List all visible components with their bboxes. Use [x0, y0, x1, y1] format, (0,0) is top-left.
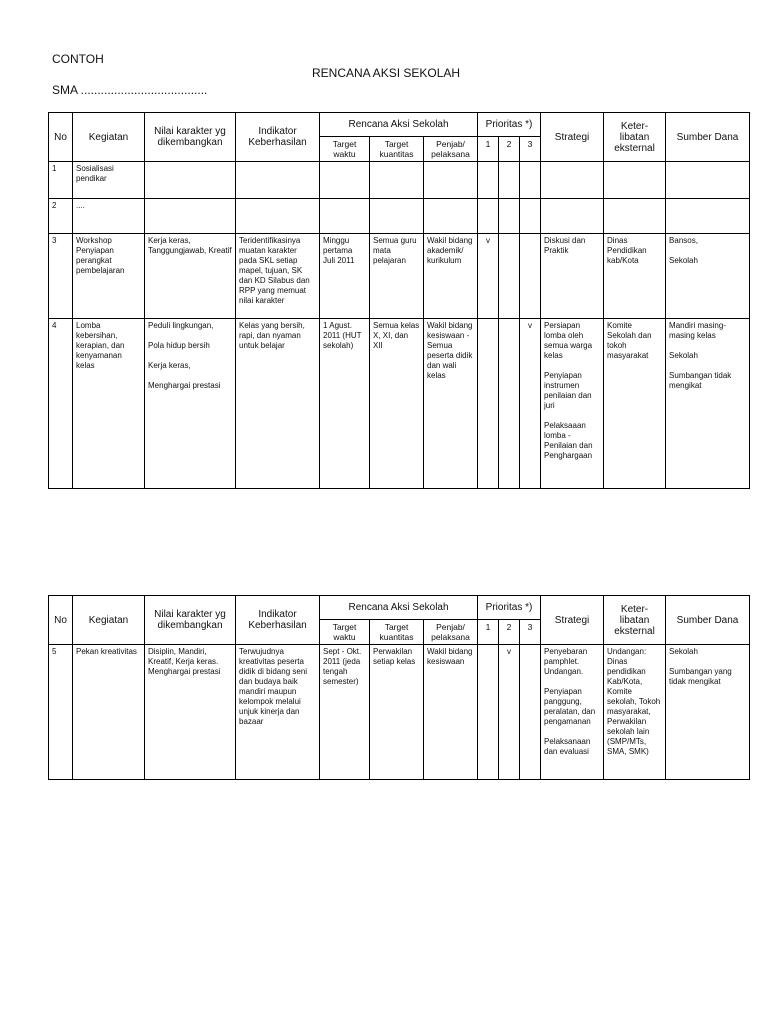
col-target-kuantitas: Target kuantitas [370, 620, 424, 645]
sumber-line: Sekolah [669, 256, 698, 265]
col-priority-1: 1 [478, 620, 499, 645]
cell-indikator [236, 162, 320, 199]
cell-kuantitas: Semua guru mata pelajaran [370, 234, 424, 319]
cell-p1 [478, 319, 499, 489]
col-target-kuantitas: Target kuantitas [370, 137, 424, 162]
cell-penjab [424, 319, 478, 489]
cell-penjab: Wakil bidang akademik/ kurikulum [424, 234, 478, 319]
cell-no: 5 [49, 645, 73, 780]
table-row [49, 319, 750, 489]
table-row [49, 234, 750, 319]
col-priority-3: 3 [520, 620, 541, 645]
col-priority-2: 2 [499, 620, 520, 645]
strategi-line: Pelaksanaan dan evaluasi [544, 737, 591, 756]
cell-kuantitas: Perwakilan setiap kelas [370, 645, 424, 780]
table-row [49, 162, 750, 199]
col-rencana: Rencana Aksi Sekolah [320, 113, 478, 137]
cell-waktu: Sept - Okt. 2011 (jeda tengah semester) [320, 645, 370, 780]
col-rencana: Rencana Aksi Sekolah [320, 596, 478, 620]
col-priority-2: 2 [499, 137, 520, 162]
col-kegiatan: Kegiatan [73, 596, 145, 645]
sumber-line: Bansos, [669, 236, 698, 245]
cell-penjab: Wakil bidang kesiswaan [424, 645, 478, 780]
nilai-line: Menghargai prestasi [148, 381, 221, 390]
cell-p1 [478, 645, 499, 780]
cell-sumber [666, 162, 750, 199]
cell-indikator [236, 199, 320, 234]
col-prioritas: Prioritas *) [478, 596, 541, 620]
cell-kuantitas [370, 199, 424, 234]
cell-kegiatan: Workshop Penyiapan perangkat pembelajaran [73, 234, 145, 319]
col-no: No [49, 596, 73, 645]
cell-strategi [541, 319, 604, 489]
cell-p2 [499, 199, 520, 234]
cell-waktu: 1 Agust. 2011 (HUT sekolah) [320, 319, 370, 489]
cell-p2 [499, 234, 520, 319]
penjab-line: Semua peserta didik dan wali kelas [427, 341, 473, 380]
cell-keterlibatan [604, 162, 666, 199]
nilai-line: Peduli lingkungan, [148, 321, 214, 330]
nilai-line: Kerja keras, [148, 361, 191, 370]
col-sumber: Sumber Dana [666, 113, 750, 162]
sumber-line: Sekolah [669, 647, 698, 656]
strategi-line: Persiapan lomba oleh semua warga kelas [544, 321, 593, 360]
cell-sumber [666, 645, 750, 780]
col-penjab: Penjab/ pelaksana [424, 620, 478, 645]
cell-nilai [145, 199, 236, 234]
cell-penjab [424, 162, 478, 199]
sumber-line: Mandiri masing-masing kelas [669, 321, 726, 340]
col-nilai: Nilai karakter yg dikembangkan [145, 596, 236, 645]
cell-nilai [145, 319, 236, 489]
sumber-line: Sumbangan yang tidak mengikat [669, 667, 732, 686]
cell-no: 4 [49, 319, 73, 489]
cell-indikator: Terwujudnya kreativitas peserta didik di bidang seni dan budaya baik mandiri maupun kelompok melalui unjuk kinerja dan bazaar [236, 645, 320, 780]
col-nilai: Nilai karakter yg dikembangkan [145, 113, 236, 162]
col-strategi: Strategi [541, 596, 604, 645]
col-kegiatan: Kegiatan [73, 113, 145, 162]
action-plan-table-1 [48, 112, 750, 489]
cell-p2 [499, 162, 520, 199]
col-priority-3: 3 [520, 137, 541, 162]
cell-p1 [478, 162, 499, 199]
cell-waktu [320, 199, 370, 234]
cell-nilai: Disiplin, Mandiri, Kreatif, Kerja keras. Menghargai prestasi [145, 645, 236, 780]
col-indikator: Indikator Keberhasilan [236, 596, 320, 645]
cell-strategi [541, 199, 604, 234]
cell-indikator: Teridentifikasinya muatan karakter pada SKL setiap mapel, tujuan, SK dan KD Silabus dan RPP yang memuat nilai karakter [236, 234, 320, 319]
col-target-waktu: Target waktu [320, 137, 370, 162]
cell-kegiatan: .... [73, 199, 145, 234]
sumber-line: Sekolah [669, 351, 698, 360]
cell-p3 [520, 162, 541, 199]
sumber-line: Sumbangan tidak mengikat [669, 371, 732, 390]
cell-strategi [541, 162, 604, 199]
cell-sumber [666, 199, 750, 234]
col-priority-1: 1 [478, 137, 499, 162]
cell-indikator: Kelas yang bersih, rapi, dan nyaman untuk belajar [236, 319, 320, 489]
cell-p1: v [478, 234, 499, 319]
cell-keterlibatan: Undangan: Dinas pendidikan Kab/Kota, Komite sekolah, Tokoh masyarakat, Perwakilan sekolah lain (SMP/MTs, SMA, SMK) [604, 645, 666, 780]
cell-kuantitas: Semua kelas X, XI, dan XII [370, 319, 424, 489]
cell-kegiatan: Pekan kreativitas [73, 645, 145, 780]
action-plan-table-2 [48, 595, 750, 780]
col-keterlibatan: Keter-libatan eksternal [604, 113, 666, 162]
cell-nilai: Kerja keras, Tanggungjawab, Kreatif [145, 234, 236, 319]
cell-no: 3 [49, 234, 73, 319]
cell-kuantitas [370, 162, 424, 199]
cell-nilai [145, 162, 236, 199]
page-title: RENCANA AKSI SEKOLAH [312, 66, 461, 80]
cell-p1 [478, 199, 499, 234]
cell-keterlibatan: Komite Sekolah dan tokoh masyarakat [604, 319, 666, 489]
cell-keterlibatan: Dinas Pendidikan kab/Kota [604, 234, 666, 319]
school-name-line: SMA ...................................... [52, 83, 208, 97]
table-row [49, 199, 750, 234]
strategi-line: Pelaksaaan lomba - Penilaian dan Penghargaan [544, 421, 593, 460]
col-target-waktu: Target waktu [320, 620, 370, 645]
cell-kegiatan: Lomba kebersihan, kerapian, dan kenyamanan kelas [73, 319, 145, 489]
cell-sumber [666, 319, 750, 489]
penjab-line: Wakil bidang kesiswaan - [427, 321, 473, 340]
cell-strategi [541, 645, 604, 780]
strategi-line: Penyebaran pamphlet. Undangan. [544, 647, 588, 676]
cell-kegiatan: Sosialisasi pendikar [73, 162, 145, 199]
contoh-label: CONTOH [52, 52, 104, 66]
cell-sumber [666, 234, 750, 319]
strategi-line: Penyiapan panggung, peralatan, dan pengamanan [544, 687, 596, 726]
strategi-line: Penyiapan instrumen penilaian dan juri [544, 371, 592, 410]
table-row [49, 645, 750, 780]
cell-no: 2 [49, 199, 73, 234]
cell-p3 [520, 199, 541, 234]
cell-strategi: Diskusi dan Praktik [541, 234, 604, 319]
nilai-line: Pola hidup bersih [148, 341, 210, 350]
cell-p3 [520, 645, 541, 780]
cell-waktu: Minggu pertama Juli 2011 [320, 234, 370, 319]
col-strategi: Strategi [541, 113, 604, 162]
cell-p3: v [520, 319, 541, 489]
cell-p2 [499, 319, 520, 489]
col-indikator: Indikator Keberhasilan [236, 113, 320, 162]
col-keterlibatan: Keter-libatan eksternal [604, 596, 666, 645]
col-penjab: Penjab/ pelaksana [424, 137, 478, 162]
cell-no: 1 [49, 162, 73, 199]
cell-penjab [424, 199, 478, 234]
col-prioritas: Prioritas *) [478, 113, 541, 137]
cell-p3 [520, 234, 541, 319]
cell-waktu [320, 162, 370, 199]
cell-p2: v [499, 645, 520, 780]
cell-keterlibatan [604, 199, 666, 234]
col-no: No [49, 113, 73, 162]
col-sumber: Sumber Dana [666, 596, 750, 645]
